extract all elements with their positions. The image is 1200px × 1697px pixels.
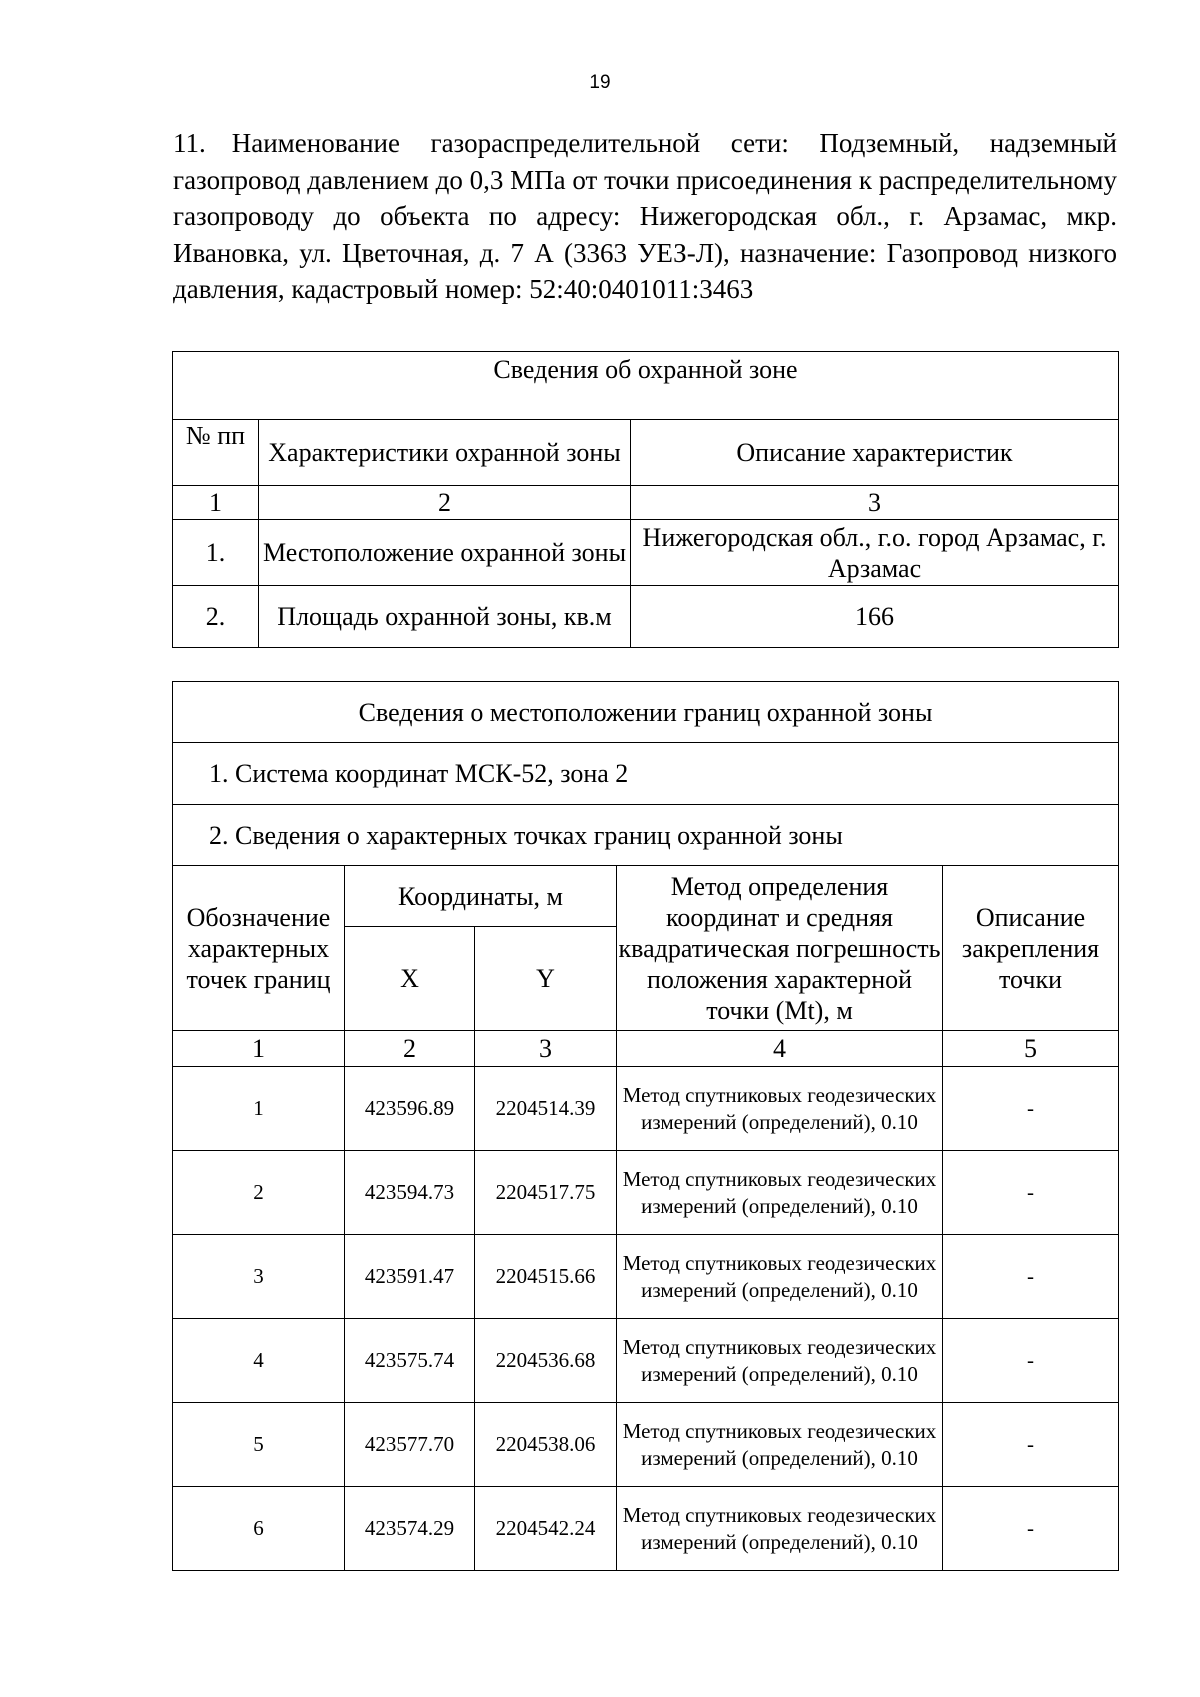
point-method: Метод спутниковых геодезических измерений (определений), 0.10 — [617, 1235, 943, 1319]
point-y: 2204515.66 — [475, 1235, 617, 1319]
header-coordinates: Координаты, м — [345, 866, 617, 927]
point-fixing: - — [943, 1235, 1119, 1319]
header-description: Описание характеристик — [631, 420, 1119, 486]
col-number: 2 — [345, 1031, 475, 1067]
point-x: 423574.29 — [345, 1487, 475, 1571]
network-description-text: Наименование газораспределительной сети: Подземный, надземный газопровод давлением до 0,3 МПа от точки присоединения к распределительному газопроводу до объекта по адресу: Нижегородская обл., г. Арзамас, мкр. Ивановка, ул. Цветочная, д. 7 А (3363 УЕЗ-Л), назначение: Газопровод низкого давления, кадастровый номер: 52:40:0401011:3463 — [173, 128, 1117, 304]
table-row — [173, 1151, 1119, 1235]
row-number: 2. — [173, 586, 259, 648]
item-number: 11. — [173, 128, 206, 158]
point-y: 2204514.39 — [475, 1067, 617, 1151]
col-number: 3 — [475, 1031, 617, 1067]
point-y: 2204536.68 — [475, 1319, 617, 1403]
point-y: 2204538.06 — [475, 1403, 617, 1487]
point-x: 423596.89 — [345, 1067, 475, 1151]
row-characteristic: Площадь охранной зоны, кв.м — [259, 586, 631, 648]
point-id: 4 — [173, 1319, 345, 1403]
coordinate-system: 1. Система координат МСК-52, зона 2 — [173, 743, 1119, 805]
point-fixing: - — [943, 1403, 1119, 1487]
page-number: 19 — [589, 72, 611, 93]
point-method: Метод спутниковых геодезических измерений (определений), 0.10 — [617, 1319, 943, 1403]
col-number: 3 — [631, 486, 1119, 520]
header-method: Метод определения координат и средняя квадратическая погрешность положения характерной точки (Mt), м — [617, 866, 943, 1031]
point-y: 2204542.24 — [475, 1487, 617, 1571]
point-method: Метод спутниковых геодезических измерений (определений), 0.10 — [617, 1067, 943, 1151]
network-description — [173, 125, 1117, 308]
col-number: 1 — [173, 486, 259, 520]
point-id: 1 — [173, 1067, 345, 1151]
header-characteristics: Характеристики охранной зоны — [259, 420, 631, 486]
point-id: 5 — [173, 1403, 345, 1487]
col-number: 1 — [173, 1031, 345, 1067]
point-fixing: - — [943, 1319, 1119, 1403]
table-row — [173, 1319, 1119, 1403]
point-x: 423575.74 — [345, 1319, 475, 1403]
boundary-points-table — [172, 681, 1119, 1571]
header-point-designation: Обозначение характерных точек границ — [173, 866, 345, 1031]
point-x: 423594.73 — [345, 1151, 475, 1235]
zone-table-title: Сведения об охранной зоне — [173, 352, 1119, 420]
point-fixing: - — [943, 1151, 1119, 1235]
col-number: 5 — [943, 1031, 1119, 1067]
point-id: 6 — [173, 1487, 345, 1571]
point-method: Метод спутниковых геодезических измерений (определений), 0.10 — [617, 1487, 943, 1571]
table-row — [173, 1403, 1119, 1487]
row-characteristic: Местоположение охранной зоны — [259, 520, 631, 586]
point-x: 423577.70 — [345, 1403, 475, 1487]
table-row — [173, 1235, 1119, 1319]
table-row — [173, 520, 1119, 586]
table-row — [173, 586, 1119, 648]
point-y: 2204517.75 — [475, 1151, 617, 1235]
row-description: Нижегородская обл., г.о. город Арзамас, г. Арзамас — [631, 520, 1119, 586]
header-fixing: Описание закрепления точки — [943, 866, 1119, 1031]
point-method: Метод спутниковых геодезических измерений (определений), 0.10 — [617, 1151, 943, 1235]
table-row — [173, 1067, 1119, 1151]
boundary-table-title: Сведения о местоположении границ охранной зоны — [173, 682, 1119, 743]
col-number: 4 — [617, 1031, 943, 1067]
row-description: 166 — [631, 586, 1119, 648]
header-x: X — [345, 927, 475, 1031]
protection-zone-table — [172, 351, 1119, 648]
table-row — [173, 1487, 1119, 1571]
header-y: Y — [475, 927, 617, 1031]
header-number: № пп — [173, 420, 259, 486]
col-number: 2 — [259, 486, 631, 520]
points-section-title: 2. Сведения о характерных точках границ охранной зоны — [173, 805, 1119, 866]
point-id: 2 — [173, 1151, 345, 1235]
point-fixing: - — [943, 1487, 1119, 1571]
point-fixing: - — [943, 1067, 1119, 1151]
point-method: Метод спутниковых геодезических измерений (определений), 0.10 — [617, 1403, 943, 1487]
point-id: 3 — [173, 1235, 345, 1319]
row-number: 1. — [173, 520, 259, 586]
point-x: 423591.47 — [345, 1235, 475, 1319]
